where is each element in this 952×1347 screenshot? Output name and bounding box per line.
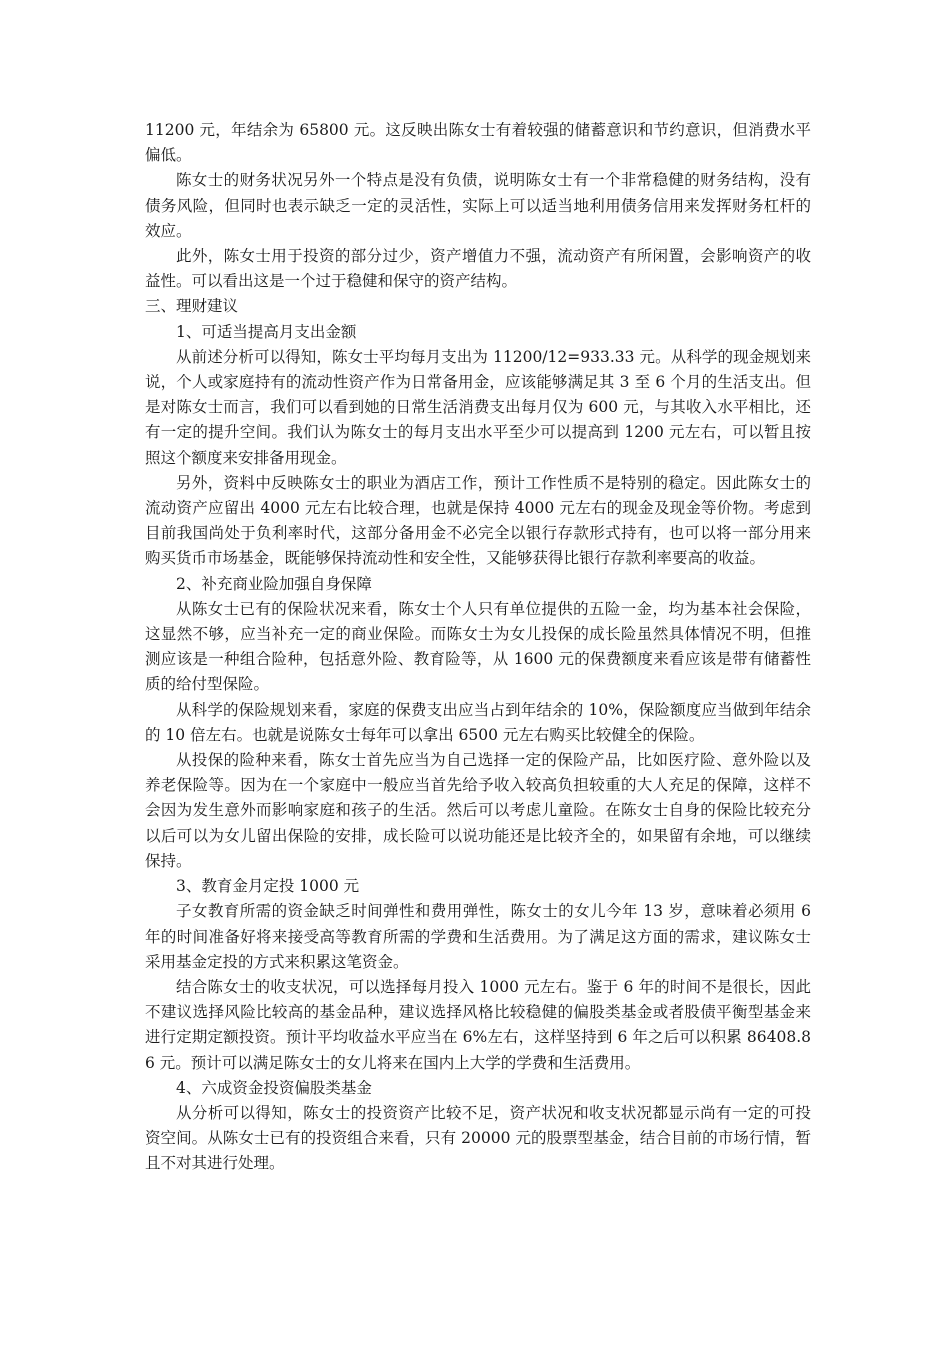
- subheading-1: 1、可适当提高月支出金额: [176, 322, 357, 341]
- paragraph-2: 陈女士的财务状况另外一个特点是没有负债，说明陈女士有一个非常稳健的财务结构，没有债务风险，但同时也表示缺乏一定的灵活性，实际上可以适当地利用债务信用来发挥财务杠杆的效应。: [145, 171, 811, 240]
- document-body: [145, 118, 811, 1177]
- paragraph-10: 结合陈女士的收支状况，可以选择每月投入 1000 元左右。鉴于 6 年的时间不是很长，因此不建议选择风险比较高的基金品种，建议选择风格比较稳健的偏股类基金或者股债平衡型基金来进行定期定额投资。预计平均收益水平应当在 6%左右，这样坚持到 6 年之后可以积累 86408.86 元。预计可以满足陈女士的女儿将来在国内上大学的学费和生活费用。: [145, 977, 811, 1072]
- paragraph-9: 子女教育所需的资金缺乏时间弹性和费用弹性，陈女士的女儿今年 13 岁，意味着必须用 6 年的时间准备好将来接受高等教育所需的学费和生活费用。为了满足这方面的需求，建议陈女士采用基金定投的方式来积累这笔资金。: [145, 902, 811, 971]
- subheading-3: 3、教育金月定投 1000 元: [176, 877, 360, 896]
- subheading-4: 4、六成资金投资偏股类基金: [176, 1078, 372, 1097]
- paragraph-8: 从投保的险种来看，陈女士首先应当为自己选择一定的保险产品，比如医疗险、意外险以及养老保险等。因为在一个家庭中一般应当首先给予收入较高负担较重的大人充足的保障，这样不会因为发生意外而影响家庭和孩子的生活。然后可以考虑儿童险。在陈女士自身的保险比较充分以后可以为女儿留出保险的安排，成长险可以说功能还是比较齐全的，如果留有余地，可以继续保持。: [145, 751, 811, 870]
- paragraph-5: 另外，资料中反映陈女士的职业为酒店工作，预计工作性质不是特别的稳定。因此陈女士的流动资产应留出 4000 元左右比较合理，也就是保持 4000 元左右的现金及现金等价物。考虑到目前我国尚处于负利率时代，这部分备用金不必完全以银行存款形式持有，也可以将一部分用来购买货币市场基金，既能够保持流动性和安全性，又能够获得比银行存款利率要高的收益。: [145, 473, 811, 568]
- paragraph-6: 从陈女士已有的保险状况来看，陈女士个人只有单位提供的五险一金，均为基本社会保险，这显然不够，应当补充一定的商业保险。而陈女士为女儿投保的成长险虽然具体情况不明，但推测应该是一种组合险种，包括意外险、教育险等，从 1600 元的保费额度来看应该是带有储蓄性质的给付型保险。: [145, 599, 811, 694]
- section-heading-3: 三、理财建议: [145, 297, 239, 316]
- subheading-2: 2、补充商业险加强自身保障: [176, 574, 372, 593]
- paragraph-3: 此外，陈女士用于投资的部分过少，资产增值力不强，流动资产有所闲置，会影响资产的收益性。可以看出这是一个过于稳健和保守的资产结构。: [145, 247, 811, 291]
- paragraph-11: 从分析可以得知，陈女士的投资资产比较不足，资产状况和收支状况都显示尚有一定的可投资空间。从陈女士已有的投资组合来看，只有 20000 元的股票型基金，结合目前的市场行情，暂且不对其进行处理。: [145, 1103, 811, 1173]
- paragraph-4: 从前述分析可以得知，陈女士平均每月支出为 11200/12=933.33 元。从科学的现金规划来说，个人或家庭持有的流动性资产作为日常备用金，应该能够满足其 3 至 6 个月的生活支出。但是对陈女士而言，我们可以看到她的日常生活消费支出每月仅为 600 元，与其收入水平相比，还有一定的提升空间。我们认为陈女士的每月支出水平至少可以提高到 1200 元左右，可以暂且按照这个额度来安排备用现金。: [145, 347, 811, 467]
- paragraph-7: 从科学的保险规划来看，家庭的保费支出应当占到年结余的 10%，保险额度应当做到年结余的 10 倍左右。也就是说陈女士每年可以拿出 6500 元左右购买比较健全的保险。: [145, 700, 811, 744]
- paragraph-1: 11200 元，年结余为 65800 元。这反映出陈女士有着较强的储蓄意识和节约意识，但消费水平偏低。: [145, 121, 811, 165]
